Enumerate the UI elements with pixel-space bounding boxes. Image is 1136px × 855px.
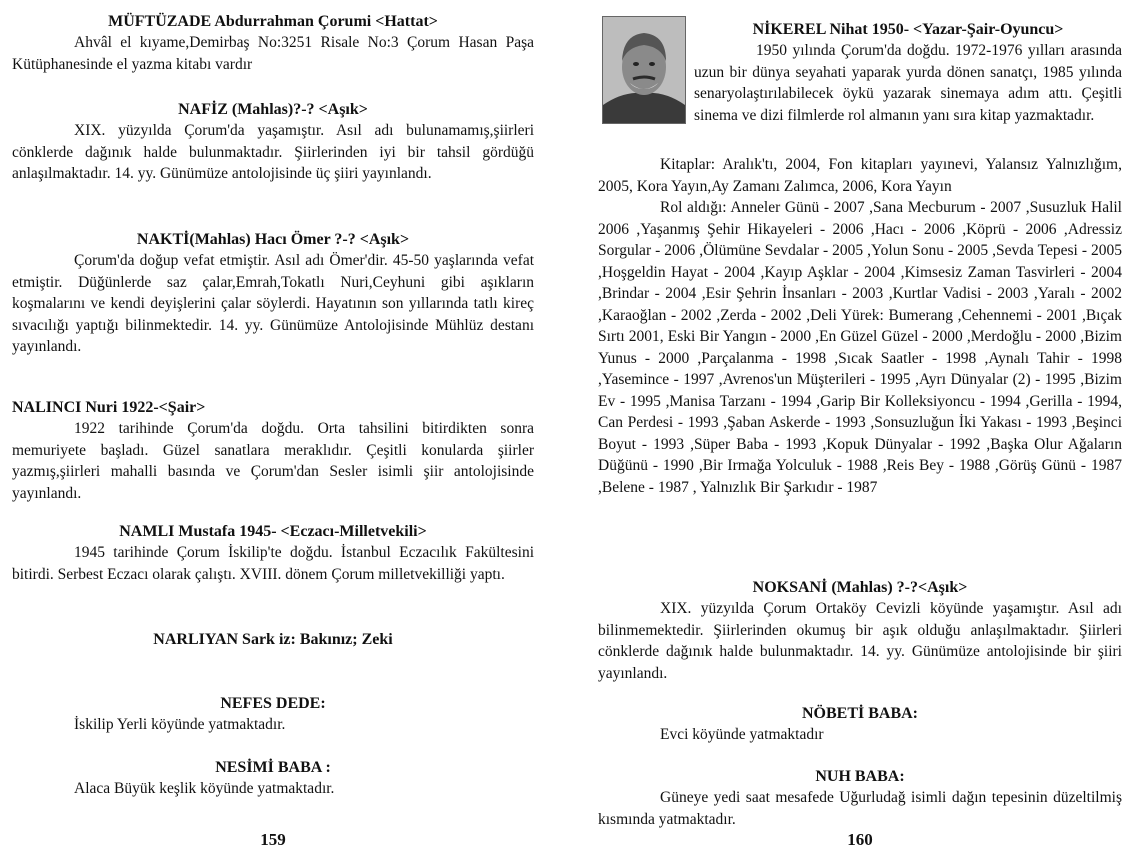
entry-title: NESİMİ BABA : bbox=[215, 759, 331, 776]
entry-body: Çorum'da doğup vefat etmiştir. Asıl adı Ömer'dir. 45-50 yaşlarında vefat etmiştir. Düğünlerde saz çalar,Emrah,Tokatlı Nuri,Ceyhuni gibi aşıkların koşmalarını ve kendi deyişlerini çalar söylerdi. Hayatının son yıllarında tatlı kireç sıvacılığı yaptığı bilinmektedir. 14. yy. Günümüze Antolojisinde Mühlüz destanı yayınlandı. bbox=[12, 252, 534, 355]
entry-roles: Rol aldığı: Anneler Günü - 2007 ,Sana Mecburum - 2007 ,Susuzluk Halil 2006 ,Yaşanmış Şehir Hikayeleri - 2006 ,Hacı - 2006 ,Köprü - 2006 ,Adressiz Sorgular - 2006 ,Ölümüne Sevdalar - 2005 ,Yolun Sonu - 2005 ,Sevda Tepesi - 2005 ,Hoşgeldin Hayat - 2004 ,Kayıp Aşklar - 2004 ,Kimsesiz Zaman Tasvirleri - 2004 ,Brindar - 2004 ,Esir Şehrin İnsanları - 2003 ,Kurtlar Vadisi - 2003 ,Yaralı - 2002 ,Karaoğlan - 2002 ,Zerda - 2002 ,Deli Yürek: Bumerang ,Cehennemi - 2001 ,Bıçak Sırtı 2001, Eski Bir Yangın - 2000 ,En Güzel Güzel - 2000 ,Merdoğlu - 2000 ,Bizim Yunus - 2000 ,Parçalanma - 1998 ,Sıcak Saatler - 1998 ,Aynalı Tahir - 1998 ,Yasemince - 1997 ,Avrenos'un Müşterileri - 1995 ,Ayrı Dünyalar (2) - 1995 ,Bizim Ev - 1995 ,Manisa Tarzanı - 1994 ,Garip Bir Kolleksiyoncu - 1994 ,Gerilla - 1994, Can Perdesi - 1993 ,Şaban Askerde - 1993 ,Sonsuzluğun İki Yakası - 1993 ,Beşinci Boyut - 1993 ,Süper Baba - 1993 ,Kopuk Dünyalar - 1992 ,Başka Olur Ağaların Düğünü - 1990 ,Bir Irmağa Yolculuk - 1988 ,Reis Bey - 1988 ,Görüş Günü - 1987 ,Belene - 1987 , Yalnızlık Bir Şarkıdır - 1987 bbox=[598, 199, 1122, 496]
entry-title: NİKEREL Nihat 1950- <Yazar-Şair-Oyuncu> bbox=[752, 21, 1064, 38]
entry-title: NEFES DEDE: bbox=[220, 695, 326, 712]
entry-nefes-dede bbox=[12, 694, 534, 736]
entry-body: Evci köyünde yatmaktadır bbox=[660, 726, 824, 743]
entry-nafiz bbox=[12, 100, 534, 185]
entry-body: 1950 yılında Çorum'da doğdu. 1972-1976 yılları arasında uzun bir dünya seyahati yaparak yurda dönen sanatçı, 1985 yılında senaryolaştırılabilecek öykü yazarak sinemaya adım attı. Çeşitli sinema ve dizi filmlerde rol almanın yanı sıra kitap yazmaktadır. bbox=[694, 42, 1122, 124]
entry-nobeti-baba bbox=[598, 704, 1122, 746]
entry-title: NÖBETİ BABA: bbox=[801, 705, 919, 722]
entry-title: NAMLI Mustafa 1945- <Eczacı-Milletvekili> bbox=[119, 523, 427, 540]
entry-nikerel bbox=[598, 20, 1122, 498]
entry-nalinci bbox=[12, 398, 534, 504]
entry-books: Kitaplar: Aralık'tı, 2004, Fon kitapları yayınevi, Yalansız Yalnızlığım, 2005, Kora Yayın,Ay Zamanı Zalımca, 2006, Kora Yayın bbox=[598, 156, 1122, 195]
entry-nakti bbox=[12, 230, 534, 358]
entry-narliyan bbox=[12, 630, 534, 650]
entry-title: MÜFTÜZADE Abdurrahman Çorumi <Hattat> bbox=[108, 13, 438, 30]
entry-title: NAFİZ (Mahlas)?-? <Aşık> bbox=[178, 101, 368, 118]
entry-nuh-baba bbox=[598, 767, 1122, 830]
entry-title: NALINCI Nuri 1922-<Şair> bbox=[12, 399, 206, 416]
entry-noksani bbox=[598, 578, 1122, 684]
entry-title: NAKTİ(Mahlas) Hacı Ömer ?-? <Aşık> bbox=[136, 231, 410, 248]
page-number: 160 bbox=[847, 830, 873, 849]
entry-body: İskilip Yerli köyünde yatmaktadır. bbox=[74, 716, 286, 733]
entry-nesimi-baba bbox=[12, 758, 534, 800]
entry-body: Alaca Büyük keşlik köyünde yatmaktadır. bbox=[74, 780, 335, 797]
entry-title: NOKSANİ (Mahlas) ?-?<Aşık> bbox=[752, 579, 968, 596]
entry-body: 1922 tarihinde Çorum'da doğdu. Orta tahsilini bitirdikten sonra memuriyete başladı. Güzel sanatlara meraklıdır. Çeşitli konularda şiirler yazmış,şiirleri mahalli basında ve Çorum'dan Sesler isimli şiir antolojisinde yayınlandı. bbox=[12, 420, 534, 502]
entry-title: NUH BABA: bbox=[815, 768, 905, 785]
entry-muftuzade bbox=[12, 12, 534, 75]
entry-body: XIX. yüzyılda Çorum Ortaköy Cevizli köyünde yaşamıştır. Asıl adı bilinmemektedir. Şiirlerinden okumuş bir aşık olduğu anlaşılmaktadır. Şiirleri cönklerde dağınık halde bulunmaktadır. 14. yy. Günümüze antolojisinde bir şiiri yayınlandı. bbox=[598, 600, 1122, 682]
entry-body: Ahvâl el kıyame,Demirbaş No:3251 Risale No:3 Çorum Hasan Paşa Kütüphanesinde el yazma kitabı vardır bbox=[12, 34, 534, 73]
entry-body: XIX. yüzyılda Çorum'da yaşamıştır. Asıl adı bulunamamış,şiirleri cönklerde dağınık halde bulunmaktadır. Şiirlerinden iyi bir tahsil gördüğü anlaşılmaktadır. 14. yy. Günümüze antolojisinde üç şiiri yayınlandı. bbox=[12, 122, 534, 182]
entry-namli bbox=[12, 522, 534, 585]
entry-body: Güneye yedi saat mesafede Uğurludağ isimli dağın tepesinin düzeltilmiş kısmında yatmaktadır. bbox=[598, 789, 1122, 828]
page-number: 159 bbox=[260, 830, 286, 849]
entry-body: 1945 tarihinde Çorum İskilip'te doğdu. İstanbul Eczacılık Fakültesini bitirdi. Serbest Eczacı olarak çalıştı. XVIII. dönem Çorum milletvekilliği yaptı. bbox=[12, 544, 534, 583]
entry-title: NARLIYAN Sark iz: Bakınız; Zeki bbox=[153, 631, 393, 648]
